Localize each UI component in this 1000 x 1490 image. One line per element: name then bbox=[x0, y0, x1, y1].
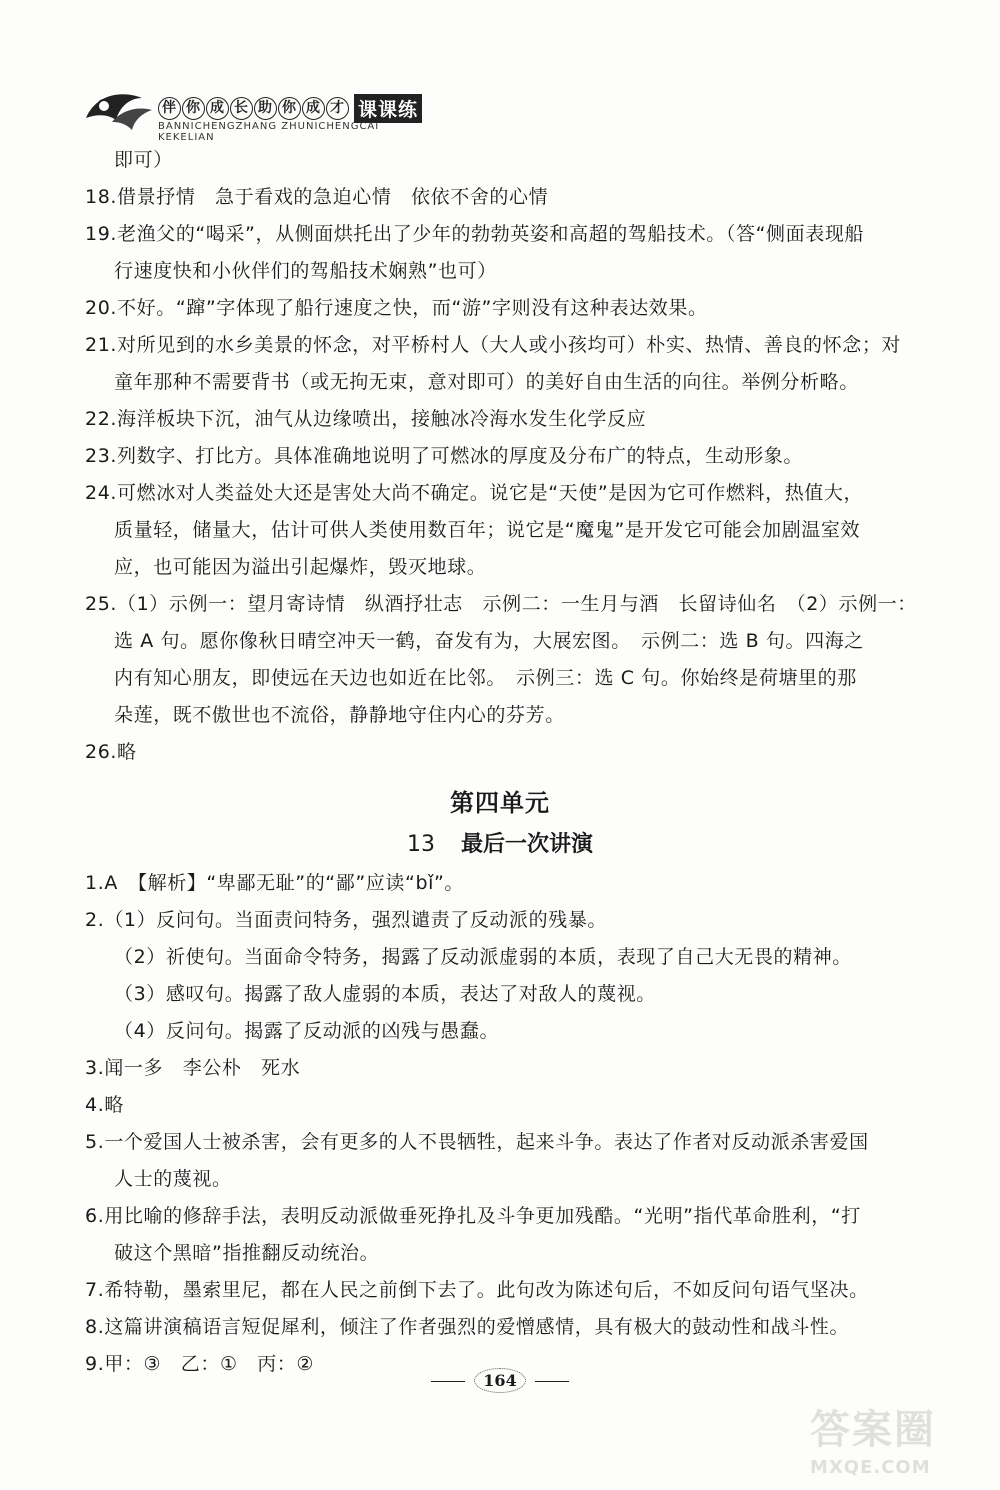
slogan-text bbox=[158, 97, 350, 120]
answer-line: 应，也可能因为溢出引起爆炸，毁灭地球。 bbox=[114, 556, 487, 578]
slogan-char: 助 bbox=[254, 97, 277, 120]
lesson-number: 13 bbox=[406, 832, 435, 857]
answer-line: 21.对所见到的水乡美景的怀念，对平桥村人（大人或小孩均可）朴实、热情、善良的怀念；对 bbox=[85, 334, 902, 356]
slogan-char: 成 bbox=[302, 97, 325, 120]
answer-line: 9.甲：③ 乙：① 丙：② bbox=[85, 1353, 315, 1375]
answer-line: 朵莲，既不傲世也不流俗，静静地守住内心的芬芳。 bbox=[114, 704, 565, 726]
page-number-footer bbox=[0, 1368, 1000, 1393]
watermark-logo: 答案圈 bbox=[810, 1407, 936, 1453]
answer-line: 7.希特勒，墨索里尼，都在人民之前倒下去了。此句改为陈述句后，不如反问句语气坚决。 bbox=[85, 1279, 869, 1301]
book-header bbox=[70, 78, 430, 143]
answer-line: 童年那种不需要背书（或无拘无束，意对即可）的美好自由生活的向往。举例分析略。 bbox=[114, 371, 859, 393]
answer-line: （4）反问句。揭露了反动派的凶残与愚蠢。 bbox=[114, 1020, 500, 1042]
answer-line: 人士的蔑视。 bbox=[114, 1168, 232, 1190]
answer-line: 即可） bbox=[114, 149, 173, 171]
answer-line: （2）祈使句。当面命令特务，揭露了反动派虚弱的本质，表现了自己大无畏的精神。 bbox=[114, 946, 852, 968]
footer-rule-right bbox=[535, 1381, 569, 1382]
book-logo-icon bbox=[82, 84, 154, 132]
answers-previous-unit bbox=[85, 142, 915, 771]
answer-line: 18.借景抒情 急于看戏的急迫心情 依依不舍的心情 bbox=[85, 186, 549, 208]
answer-line: 26.略 bbox=[85, 741, 137, 763]
unit-title: 第四单元 bbox=[450, 789, 550, 817]
answer-line: 4.略 bbox=[85, 1094, 124, 1116]
slogan-char: 伴 bbox=[158, 97, 181, 120]
lesson-title: 最后一次讲演 bbox=[460, 832, 593, 857]
answer-line: 24.可燃冰对人类益处大还是害处大尚不确定。说它是“天使”是因为它可作燃料，热值大， bbox=[85, 482, 864, 504]
answer-line: 20.不好。“蹿”字体现了船行速度之快，而“游”字则没有这种表达效果。 bbox=[85, 297, 708, 319]
slogan-char: 长 bbox=[230, 97, 253, 120]
answer-line: 质量轻，储量大，估计可供人类使用数百年；说它是“魔鬼”是开发它可能会加剧温室效 bbox=[114, 519, 861, 541]
answers-lesson-13 bbox=[85, 865, 915, 1383]
answer-line: 破这个黑暗”指推翻反动统治。 bbox=[114, 1242, 380, 1264]
slogan-char: 才 bbox=[326, 97, 349, 120]
answer-line: 8.这篇讲演稿语言短促犀利，倾注了作者强烈的爱憎感情，具有极大的鼓动性和战斗性。 bbox=[85, 1316, 850, 1338]
answer-line: （3）感叹句。揭露了敌人虚弱的本质，表达了对敌人的蔑视。 bbox=[114, 983, 656, 1005]
watermark-url: MXQE.COM bbox=[810, 1457, 931, 1478]
answer-line: 2.（1）反问句。当面责问特务，强烈谴责了反动派的残暴。 bbox=[85, 909, 608, 931]
slogan-pinyin: BANNICHENGZHANG ZHUNICHENGCAI KEKELIAN bbox=[158, 121, 380, 143]
brand-name: 课课练 bbox=[354, 94, 422, 123]
watermark bbox=[810, 1398, 980, 1478]
lesson-heading bbox=[85, 825, 915, 865]
answer-content bbox=[85, 142, 915, 1383]
answer-line: 23.列数字、打比方。具体准确地说明了可燃冰的厚度及分布广的特点，生动形象。 bbox=[85, 445, 804, 467]
slogan-char: 你 bbox=[182, 97, 205, 120]
answer-line: 行速度快和小伙伴们的驾船技术娴熟”也可） bbox=[114, 260, 497, 282]
slogan-char: 你 bbox=[278, 97, 301, 120]
answer-line: 19.老渔父的“喝采”，从侧面烘托出了少年的勃勃英姿和高超的驾船技术。（答“侧面表现船 bbox=[85, 223, 865, 245]
answer-line: 选 A 句。愿你像秋日晴空冲天一鹤，奋发有为，大展宏图。 示例二：选 B 句。四海之 bbox=[114, 630, 864, 652]
answer-line: 25.（1）示例一：望月寄诗情 纵酒抒壮志 示例二：一生月与酒 长留诗仙名 （2）示例一： bbox=[85, 593, 917, 615]
answer-line: 22.海洋板块下沉，油气从边缘喷出，接触冰冷海水发生化学反应 bbox=[85, 408, 647, 430]
footer-rule-left bbox=[431, 1381, 465, 1382]
answer-line: 3.闻一多 李公朴 死水 bbox=[85, 1057, 301, 1079]
answer-line: 内有知心朋友，即使远在天边也如近在比邻。 示例三：选 C 句。你始终是荷塘里的那 bbox=[114, 667, 857, 689]
answer-line: 6.用比喻的修辞手法，表明反动派做垂死挣扎及斗争更加残酷。“光明”指代革命胜利，“打 bbox=[85, 1205, 861, 1227]
page-number: 164 bbox=[474, 1368, 525, 1393]
slogan-char: 成 bbox=[206, 97, 229, 120]
answer-line: 1.A 【解析】“卑鄙无耻”的“鄙”应读“bǐ”。 bbox=[85, 872, 465, 894]
answer-line: 5.一个爱国人士被杀害，会有更多的人不畏牺牲，起来斗争。表达了作者对反动派杀害爱国 bbox=[85, 1131, 869, 1153]
slogan bbox=[158, 94, 422, 123]
